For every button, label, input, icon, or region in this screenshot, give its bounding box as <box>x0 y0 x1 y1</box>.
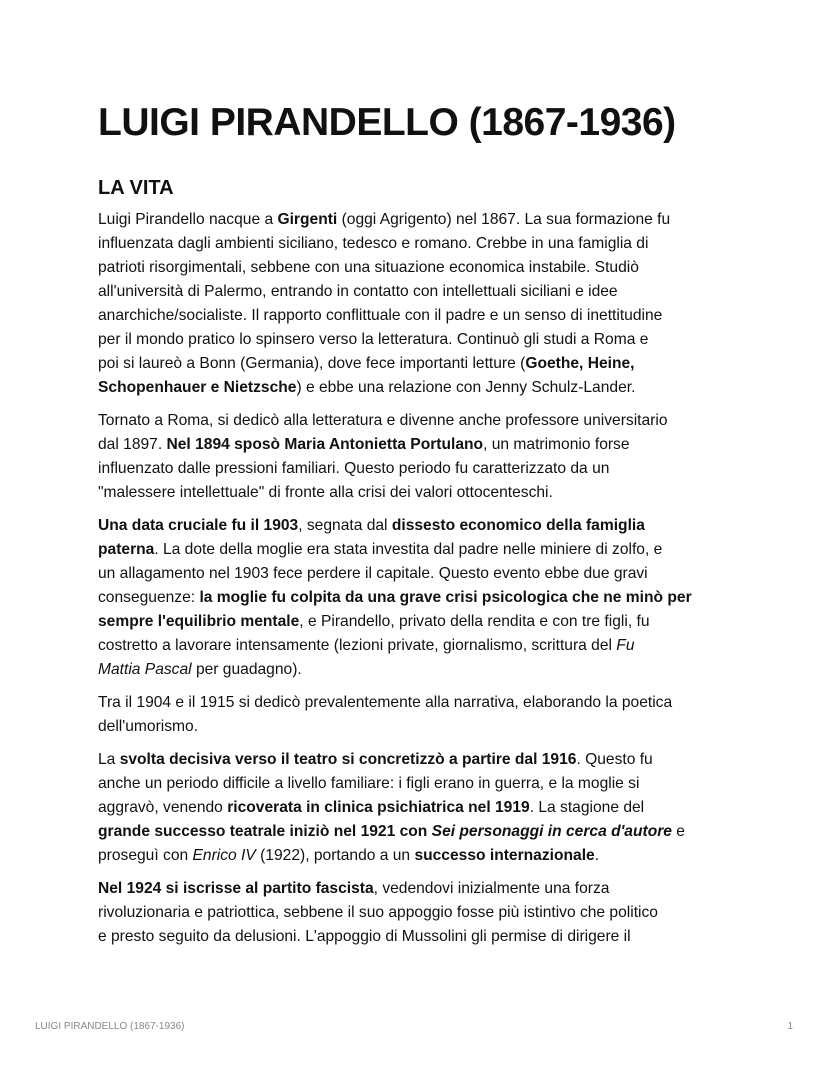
paragraph <box>98 748 740 868</box>
text-line: anarchiche/socialiste. Il rapporto conflittuale con il padre e un senso di inettitudine <box>98 307 663 324</box>
text-line: anche un periodo difficile a livello familiare: i figli erano in guerra, e la moglie si <box>98 775 640 792</box>
text-line: poi si laureò a Bonn (Germania), dove fece importanti letture (Goethe, Heine, <box>98 355 635 372</box>
paragraph <box>98 208 740 400</box>
text-line: un allagamento nel 1903 fece perdere il capitale. Questo evento ebbe due gravi <box>98 565 648 582</box>
bold-text: ricoverata in clinica psichiatrica nel 1919 <box>227 799 530 816</box>
bold-text: Goethe, Heine, <box>525 355 635 372</box>
bold-text: paterna <box>98 541 155 558</box>
text-line: dal 1897. Nel 1894 sposò Maria Antonietta Portulano, un matrimonio forse <box>98 436 630 453</box>
section-heading: LA VITA <box>98 177 174 199</box>
text-line: influenzata dagli ambienti siciliano, tedesco e romano. Crebbe in una famiglia di <box>98 235 649 252</box>
text-line: influenzato dalle pressioni familiari. Questo periodo fu caratterizzato da un <box>98 460 610 477</box>
body-text <box>98 208 740 949</box>
text-line: Luigi Pirandello nacque a Girgenti (oggi Agrigento) nel 1867. La sua formazione fu <box>98 211 671 228</box>
text-line: proseguì con Enrico IV (1922), portando a un successo internazionale. <box>98 847 600 864</box>
text-line: Una data cruciale fu il 1903, segnata dal dissesto economico della famiglia <box>98 517 645 534</box>
text-line: all'università di Palermo, entrando in contatto con intellettuali siciliani e idee <box>98 283 618 300</box>
text-line: Schopenhauer e Nietzsche) e ebbe una relazione con Jenny Schulz-Lander. <box>98 379 636 396</box>
text-line: "malessere intellettuale" di fronte alla crisi dei valori ottocenteschi. <box>98 484 553 501</box>
bold-italic-title: Sei personaggi in cerca d'autore <box>431 823 672 840</box>
paragraph <box>98 514 740 682</box>
text-line: costretto a lavorare intensamente (lezioni private, giornalismo, scrittura del Fu <box>98 637 635 654</box>
bold-text: Nel 1924 si iscrisse al partito fascista <box>98 880 374 897</box>
page-number: 1 <box>787 1021 793 1032</box>
text-line: grande successo teatrale iniziò nel 1921 con Sei personaggi in cerca d'autore e <box>98 823 685 840</box>
document-page <box>98 96 740 949</box>
text-line: rivoluzionaria e patriottica, sebbene il suo appoggio fosse più istintivo che politico <box>98 904 658 921</box>
bold-text: la moglie fu colpita da una grave crisi psicologica che ne minò per <box>199 589 692 606</box>
bold-text: Schopenhauer e Nietzsche <box>98 379 297 396</box>
paragraph <box>98 691 740 739</box>
bold-text: Girgenti <box>277 211 338 228</box>
bold-text: grande successo teatrale iniziò nel 1921 con <box>98 823 432 840</box>
bold-text: sempre l'equilibrio mentale <box>98 613 300 630</box>
text-line: conseguenze: la moglie fu colpita da una grave crisi psicologica che ne minò per <box>98 589 692 606</box>
italic-title: Fu <box>616 637 635 654</box>
text-line: dell'umorismo. <box>98 718 199 735</box>
paragraph <box>98 409 740 505</box>
text-line: patrioti risorgimentali, sebbene con una situazione economica instabile. Studiò <box>98 259 639 276</box>
text-line: sempre l'equilibrio mentale, e Pirandello, privato della rendita e con tre figli, fu <box>98 613 650 630</box>
bold-text: dissesto economico della famiglia <box>391 517 645 534</box>
paragraph <box>98 877 740 949</box>
text-line: La svolta decisiva verso il teatro si concretizzò a partire dal 1916. Questo fu <box>98 751 653 768</box>
text-line: aggravò, venendo ricoverata in clinica psichiatrica nel 1919. La stagione del <box>98 799 645 816</box>
text-line: Nel 1924 si iscrisse al partito fascista, vedendovi inizialmente una forza <box>98 880 610 897</box>
document-title: LUIGI PIRANDELLO (1867-1936) <box>98 101 676 144</box>
bold-text: svolta decisiva verso il teatro si concretizzò a partire dal 1916 <box>119 751 577 768</box>
bold-text: successo internazionale <box>414 847 595 864</box>
bold-text: Una data cruciale fu il 1903 <box>98 517 299 534</box>
footer-title: LUIGI PIRANDELLO (1867-1936) <box>35 1021 185 1032</box>
text-line: Mattia Pascal per guadagno). <box>98 661 302 678</box>
bold-text: Nel 1894 sposò Maria Antonietta Portulano <box>166 436 484 453</box>
text-line: e presto seguito da delusioni. L'appoggio di Mussolini gli permise di dirigere il <box>98 928 631 945</box>
italic-title: Enrico IV <box>192 847 256 864</box>
text-line: paterna. La dote della moglie era stata investita dal padre nelle miniere di zolfo, e <box>98 541 663 558</box>
italic-title: Mattia Pascal <box>98 661 192 678</box>
text-line: Tra il 1904 e il 1915 si dedicò prevalentemente alla narrativa, elaborando la poetica <box>98 694 673 711</box>
text-line: Tornato a Roma, si dedicò alla letteratura e divenne anche professore universitario <box>98 412 668 429</box>
text-line: per il mondo pratico lo spinsero verso la letteratura. Continuò gli studi a Roma e <box>98 331 649 348</box>
